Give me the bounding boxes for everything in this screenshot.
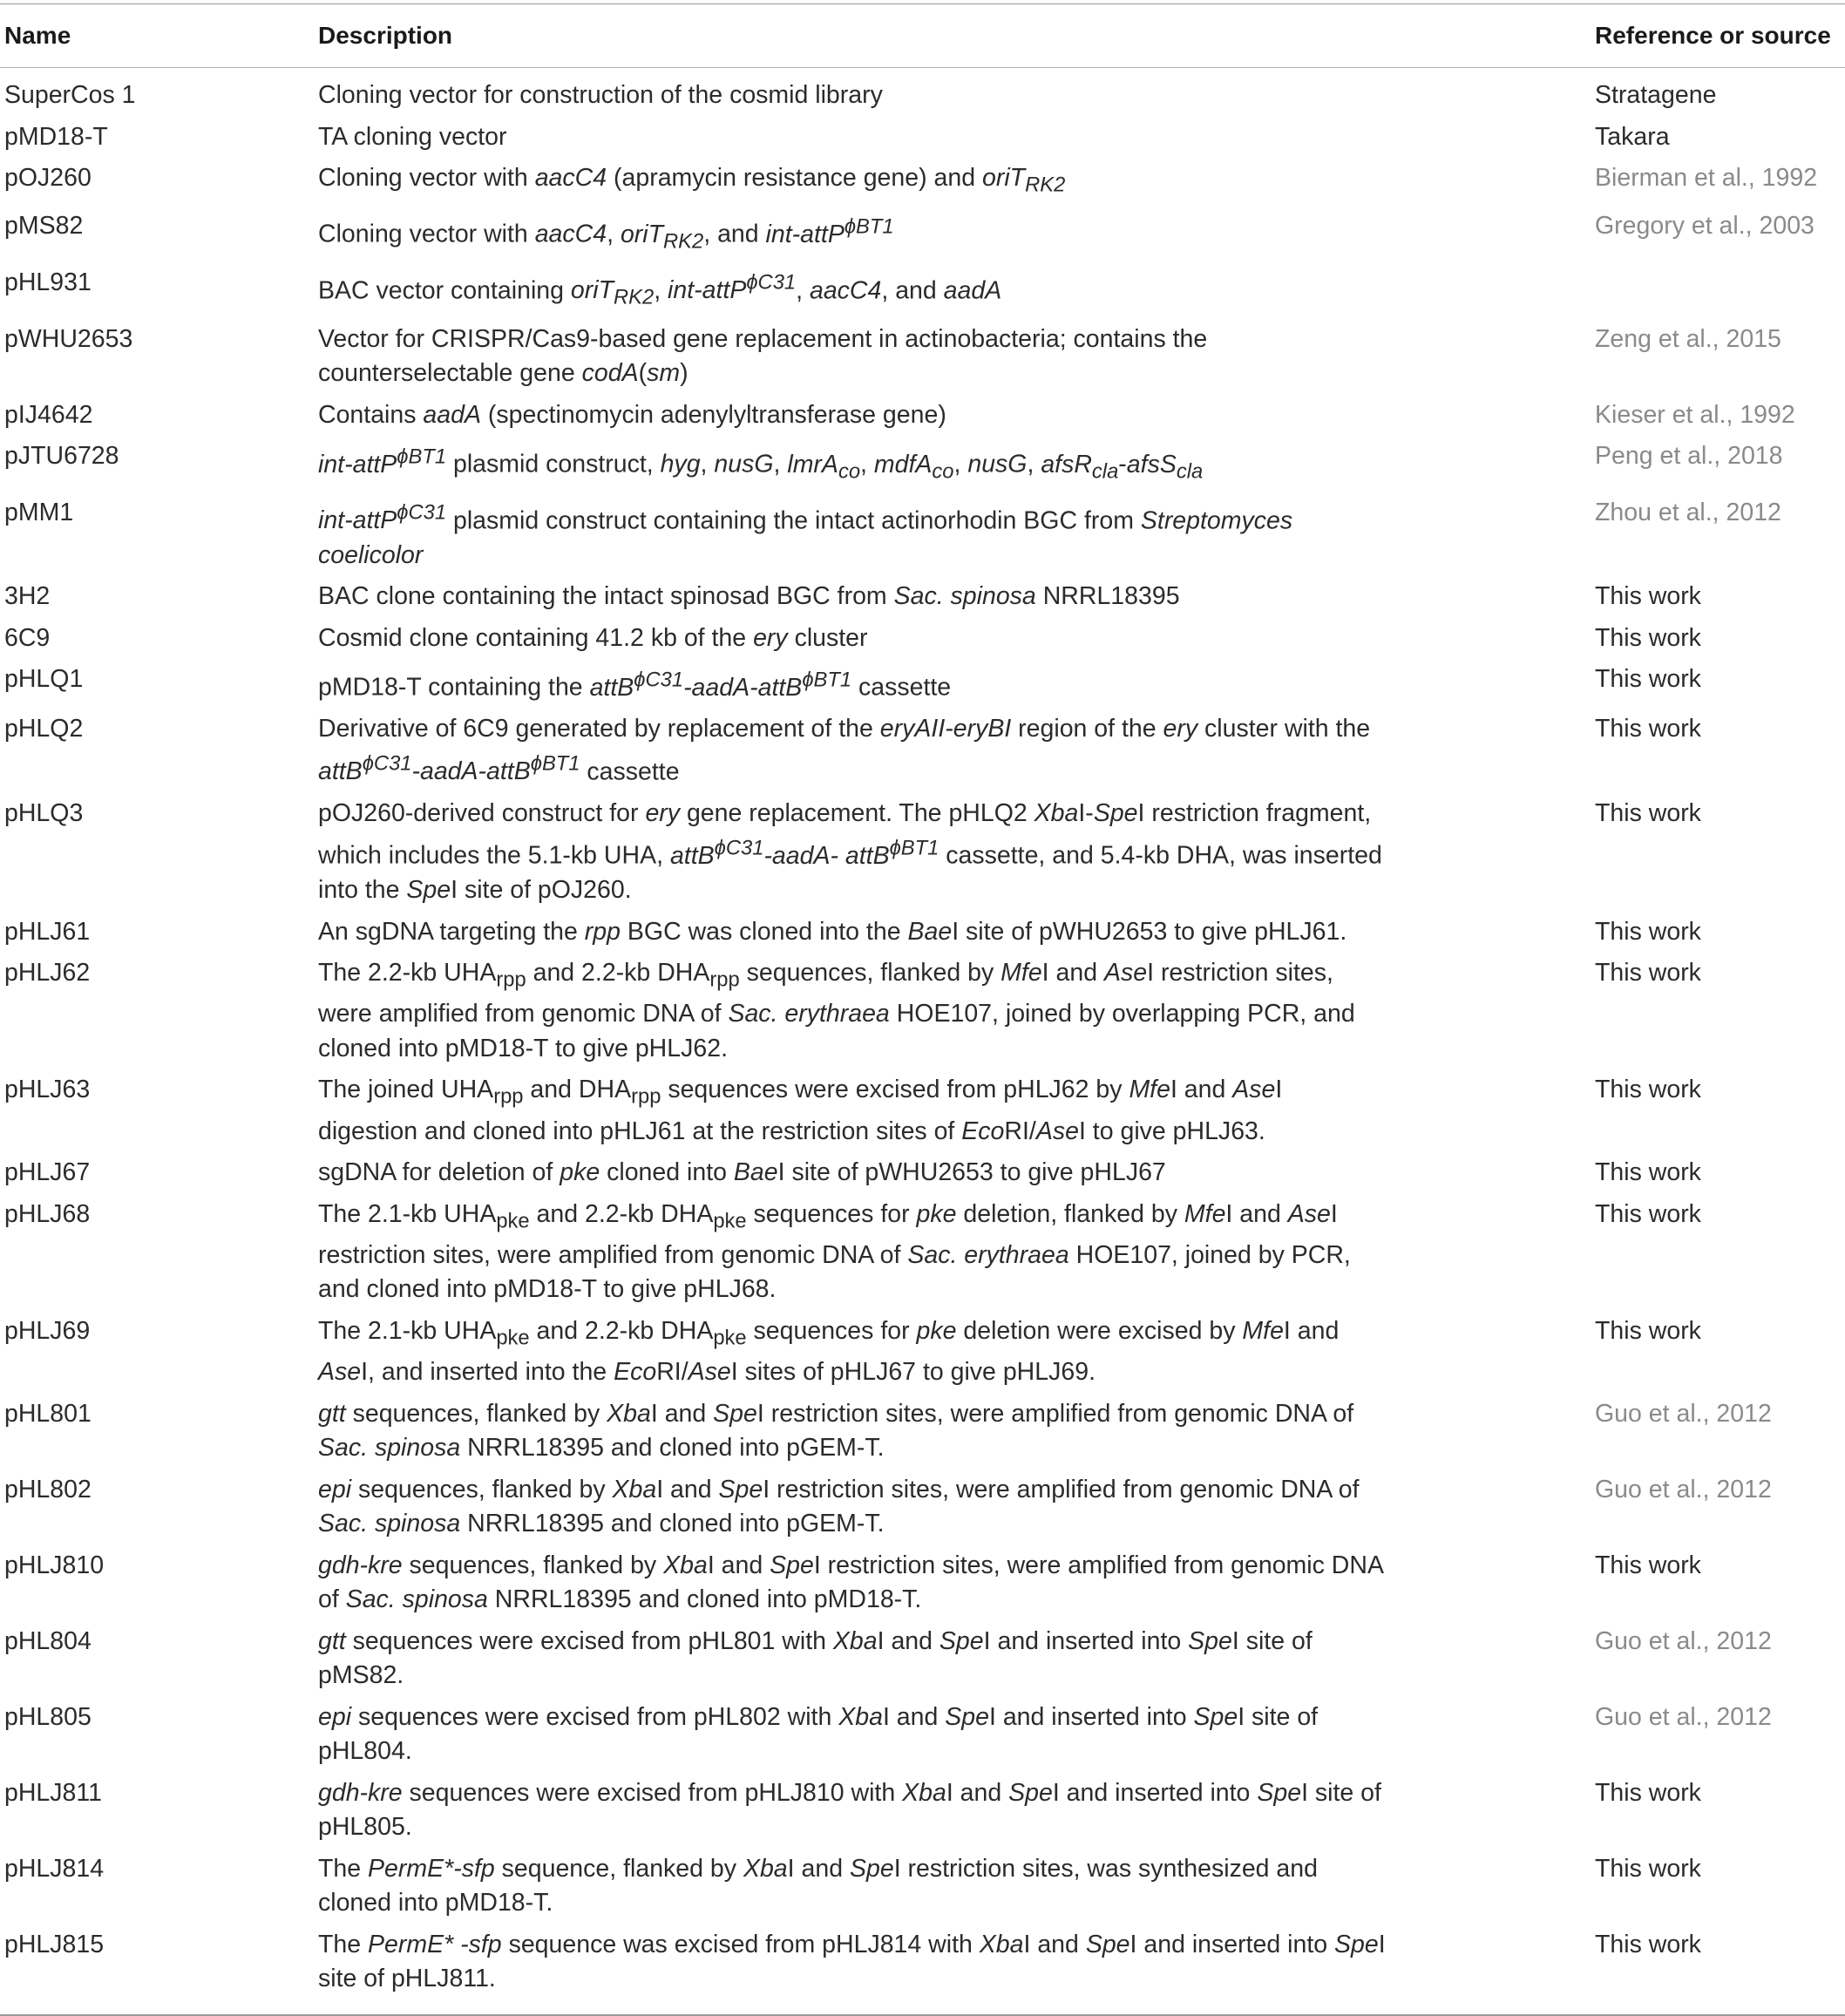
table-row [0, 262, 1845, 319]
cell-description: sgDNA for deletion of pke cloned into BaeI site of pWHU2653 to give pHLJ67 [318, 1158, 1166, 1187]
table-row [0, 75, 1845, 117]
cell-name: pOJ260 [4, 164, 92, 192]
cell-description: epi sequences, flanked by XbaI and SpeI restriction sites, were amplified from genomic DNA of Sac. spinosa NRRL18395 and cloned into pGEM-T. [318, 1475, 1360, 1537]
table-row [0, 1194, 1845, 1311]
cell-description: gtt sequences were excised from pHL801 with XbaI and SpeI and inserted into SpeI site of pMS82. [318, 1626, 1313, 1689]
cell-name: pMD18-T [4, 122, 108, 151]
cell-description: int-attP$^{\phi C31}$ plasmid construct containing the intact actinorhodin BGC from Streptomyces coelicolor [318, 500, 1293, 569]
cell-name: pHL804 [4, 1626, 92, 1655]
cell-reference: This work [1595, 1316, 1701, 1345]
cell-reference: Guo et al., 2012 [1595, 1702, 1772, 1731]
cell-name: pHLJ815 [4, 1930, 105, 1958]
table-row [0, 1697, 1845, 1773]
cell-name: pHLQ2 [4, 715, 84, 743]
cell-reference: This work [1595, 665, 1701, 694]
plasmid-table [0, 3, 1845, 2016]
cell-name: pHLJ62 [4, 959, 91, 988]
cell-reference: Stratagene [1595, 81, 1717, 109]
cell-reference: Zeng et al., 2015 [1595, 324, 1781, 353]
cell-reference: Guo et al., 2012 [1595, 1399, 1772, 1428]
table-header-row [0, 4, 1845, 67]
table-row [0, 793, 1845, 912]
cell-description: Vector for CRISPR/Cas9-based gene replacement in actinobacteria; contains the counterselectable gene codA(sm) [318, 324, 1208, 388]
cell-description: Cloning vector with aacC4 (apramycin resistance gene) and oriT$_{RK2}$ [318, 164, 1066, 197]
table-row [0, 1069, 1845, 1152]
cell-reference: Guo et al., 2012 [1595, 1626, 1772, 1655]
cell-name: pHLJ811 [4, 1778, 102, 1807]
table-row [0, 158, 1845, 206]
cell-description: The PermE* -sfp sequence was excised from pHLJ814 with XbaI and SpeI and inserted into SpeI site of pHLJ811. [318, 1930, 1386, 1992]
cell-reference: Bierman et al., 1992 [1595, 164, 1818, 192]
cell-name: 6C9 [4, 623, 51, 652]
cell-description: BAC vector containing oriT$_{RK2}$, int-attP$^{\phi C31}$, aacC4, and aadA [318, 270, 1002, 310]
table-row [0, 1621, 1845, 1697]
cell-name: pHL931 [4, 268, 92, 296]
cell-description: gdh-kre sequences, flanked by XbaI and SpeI restriction sites, were amplified from genomic DNA of Sac. spinosa NRRL18395 and cloned into pMD18-T. [318, 1551, 1383, 1613]
cell-description: The 2.1-kb $UHA_{pke}$ and 2.2-kb $DHA_{pke}$ sequences for pke deletion, flanked by MfeI and AseI restriction sites, were amplified from genomic DNA of Sac. erythraea HOE107, joined by PCR, and cloned into pMD18-T to give pHLJ68. [318, 1199, 1351, 1304]
cell-name: pWHU2653 [4, 324, 133, 353]
cell-reference: This work [1595, 1158, 1701, 1187]
cell-reference: This work [1595, 1930, 1701, 1958]
cell-reference: This work [1595, 1854, 1701, 1883]
table-row [0, 659, 1845, 709]
cell-description: Contains aadA (spectinomycin adenylyltransferase gene) [318, 400, 946, 429]
cell-description: pMD18-T containing the attB$^{\phi C31}$-aadA-attB$^{\phi BT1}$ cassette [318, 668, 952, 702]
cell-description: The PermE*-sfp sequence, flanked by XbaI and SpeI restriction sites, was synthesized and cloned into pMD18-T. [318, 1854, 1318, 1917]
cell-reference: This work [1595, 1076, 1701, 1104]
cell-description: The 2.1-kb $UHA_{pke}$ and 2.2-kb $DHA_{pke}$ sequences for pke deletion were excised by MfeI and AseI, and inserted into the EcoRI/AseI sites of pHLJ67 to give pHLJ69. [318, 1316, 1340, 1386]
cell-name: pHL802 [4, 1475, 92, 1504]
header-name: Name [4, 22, 71, 49]
cell-reference: This work [1595, 1551, 1701, 1579]
table-row [0, 1545, 1845, 1621]
table-row [0, 206, 1845, 262]
cell-name: pMS82 [4, 212, 84, 241]
table-row [0, 953, 1845, 1069]
cell-name: pHLJ69 [4, 1316, 91, 1345]
cell-name: pHLJ67 [4, 1158, 91, 1187]
table-row [0, 912, 1845, 954]
cell-description: TA cloning vector [318, 122, 507, 151]
table-bottom-rule [0, 2014, 1845, 2016]
cell-reference: Takara [1595, 122, 1670, 151]
cell-reference: Kieser et al., 1992 [1595, 400, 1795, 429]
cell-reference: Gregory et al., 2003 [1595, 212, 1814, 241]
cell-reference: Peng et al., 2018 [1595, 442, 1783, 471]
cell-name: pHLJ810 [4, 1551, 105, 1579]
cell-reference: This work [1595, 715, 1701, 743]
table-row [0, 492, 1845, 577]
cell-name: SuperCos 1 [4, 81, 136, 109]
table-row [0, 1773, 1845, 1849]
cell-reference: This work [1595, 1778, 1701, 1807]
cell-name: pMM1 [4, 498, 74, 526]
table-row [0, 1152, 1845, 1194]
cell-description: pOJ260-derived construct for ery gene replacement. The pHLQ2 XbaI-SpeI restriction fragment, which includes the 5.1-kb UHA, attB$^{\phi C31}$-aadA- attB$^{\phi BT1}$ cassette, and 5.4-kb DHA, was inserted into the SpeI site of pOJ260. [318, 798, 1382, 905]
table-row [0, 576, 1845, 618]
cell-name: pHL805 [4, 1702, 92, 1731]
cell-description: Cosmid clone containing 41.2 kb of the ery cluster [318, 623, 868, 652]
table-row [0, 1924, 1845, 2000]
header-description: Description [318, 22, 453, 49]
cell-description: Cloning vector for construction of the cosmid library [318, 81, 883, 109]
table-row [0, 395, 1845, 437]
header-reference: Reference or source [1595, 22, 1831, 49]
cell-description: The joined $UHA_{rpp}$ and $DHA_{rpp}$ sequences were excised from pHLJ62 by MfeI and AseI digestion and cloned into pHLJ61 at the restriction sites of EcoRI/AseI to give pHLJ63. [318, 1076, 1283, 1145]
cell-reference: Zhou et al., 2012 [1595, 498, 1781, 526]
table-body [0, 68, 1845, 2000]
cell-description: gtt sequences, flanked by XbaI and SpeI restriction sites, were amplified from genomic DNA of Sac. spinosa NRRL18395 and cloned into pGEM-T. [318, 1399, 1354, 1462]
cell-name: pHLJ814 [4, 1854, 105, 1883]
cell-name: pJTU6728 [4, 442, 119, 471]
table-row [0, 1394, 1845, 1470]
table-row [0, 117, 1845, 159]
cell-description: int-attP$^{\phi BT1}$ plasmid construct, hyg, nusG, lmrA$_{co}$, mdfA$_{co}$, nusG, afsR$_{cla}$-afsS$_{cla}$ [318, 445, 1204, 484]
table-row [0, 709, 1845, 793]
table-row [0, 1470, 1845, 1545]
cell-name: pHLJ68 [4, 1199, 91, 1228]
cell-name: pHLJ61 [4, 917, 91, 946]
cell-name: pIJ4642 [4, 400, 93, 429]
cell-reference: Guo et al., 2012 [1595, 1475, 1772, 1504]
cell-description: The 2.2-kb $UHA_{rpp}$ and 2.2-kb $DHA_{rpp}$ sequences, flanked by MfeI and AseI restriction sites, were amplified from genomic DNA of Sac. erythraea HOE107, joined by overlapping PCR, and cloned into pMD18-T to give pHLJ62. [318, 959, 1355, 1062]
cell-reference: This work [1595, 582, 1701, 611]
cell-description: Cloning vector with aacC4, oriT$_{RK2}$, and int-attP$^{\phi BT1}$ [318, 214, 894, 254]
cell-reference: This work [1595, 1199, 1701, 1228]
table-row [0, 319, 1845, 395]
cell-name: pHLQ1 [4, 665, 84, 694]
cell-name: pHLQ3 [4, 798, 84, 827]
cell-description: epi sequences were excised from pHL802 with XbaI and SpeI and inserted into SpeI site of pHL804. [318, 1702, 1319, 1765]
cell-name: pHL801 [4, 1399, 92, 1428]
table-row [0, 436, 1845, 492]
cell-reference: This work [1595, 959, 1701, 988]
cell-name: 3H2 [4, 582, 51, 611]
table-row [0, 1311, 1845, 1394]
cell-description: An sgDNA targeting the rpp BGC was cloned into the BaeI site of pWHU2653 to give pHLJ61. [318, 917, 1347, 946]
table-row [0, 618, 1845, 660]
table-row [0, 1849, 1845, 1924]
cell-description: BAC clone containing the intact spinosad BGC from Sac. spinosa NRRL18395 [318, 582, 1180, 611]
cell-reference: This work [1595, 917, 1701, 946]
cell-name: pHLJ63 [4, 1076, 91, 1104]
cell-description: Derivative of 6C9 generated by replacement of the eryAII-eryBI region of the ery cluster with the attB$^{\phi C31}$-aadA-attB$^{\phi BT1}$ cassette [318, 715, 1371, 786]
cell-reference: This work [1595, 623, 1701, 652]
cell-reference: This work [1595, 798, 1701, 827]
cell-description: gdh-kre sequences were excised from pHLJ810 with XbaI and SpeI and inserted into SpeI site of pHL805. [318, 1778, 1381, 1841]
